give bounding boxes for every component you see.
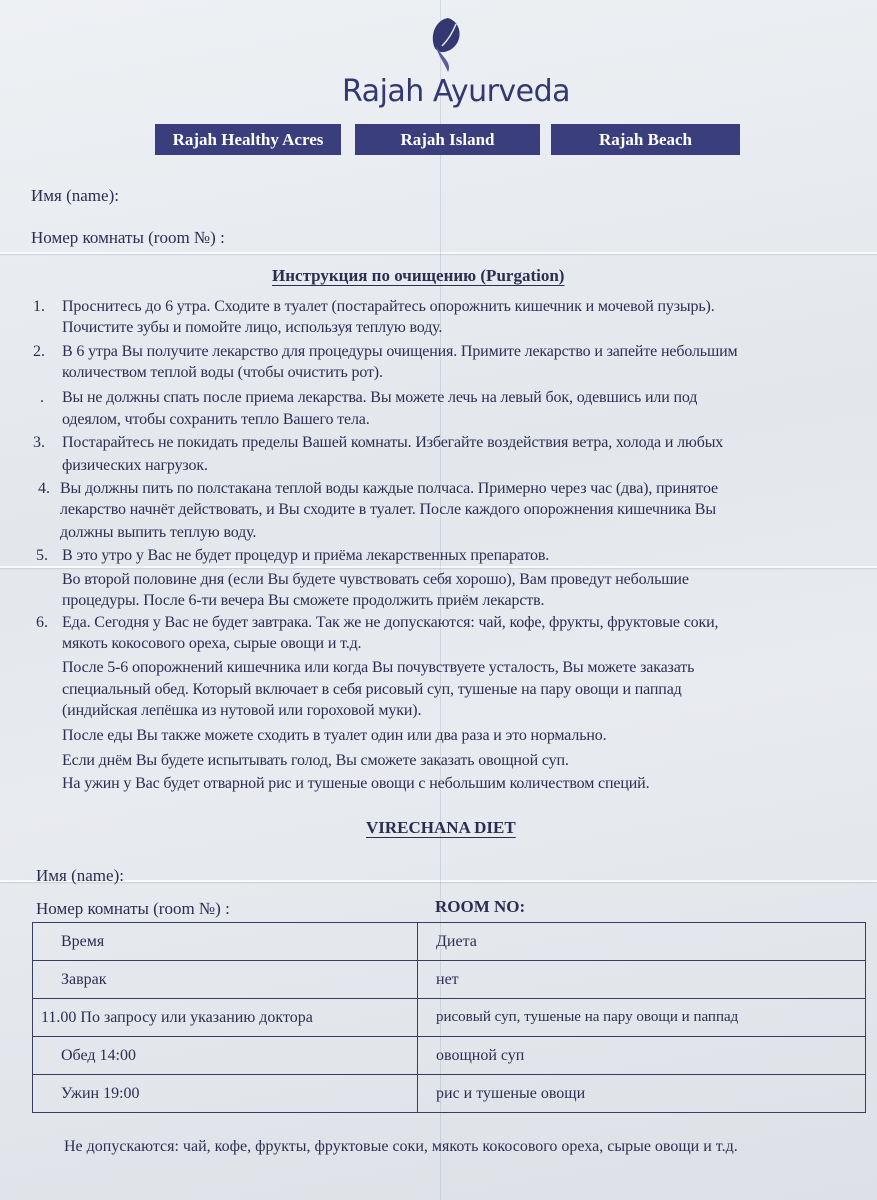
purgation-title: Инструкция по очищению (Purgation) bbox=[272, 266, 565, 285]
table-row bbox=[33, 999, 866, 1037]
diet-title: VIRECHANA DIET bbox=[366, 818, 516, 837]
paper-crease bbox=[0, 880, 877, 882]
table-cell: рисовый суп, тушеные на пару овощи и паппад bbox=[418, 999, 866, 1037]
table-cell: Ужин 19:00 bbox=[33, 1075, 418, 1113]
item-number: 1. bbox=[33, 298, 45, 315]
instruction-line: Вы не должны спать после приема лекарства. Вы можете лечь на левый бок, одевшись или под bbox=[62, 389, 698, 406]
instruction-line: После еды Вы также можете сходить в туалет один или два раза и это нормально. bbox=[62, 727, 607, 744]
table-cell: Заврак bbox=[33, 961, 418, 999]
name-field-label: Имя (name): bbox=[31, 186, 119, 205]
table-row bbox=[33, 923, 866, 961]
item-number: . bbox=[40, 389, 44, 406]
instruction-line: лекарство начнёт действовать, и Вы сходите в туалет. После каждого опорожнения кишечника Вы bbox=[60, 501, 716, 518]
table-cell: Обед 14:00 bbox=[33, 1037, 418, 1075]
item-number: 3. bbox=[33, 434, 45, 451]
instruction-line: мякоть кокосового ореха, сырые овощи и т.д. bbox=[62, 635, 362, 652]
table-cell: 11.00 По запросу или указанию доктора bbox=[33, 999, 418, 1037]
instruction-line: физических нагрузок. bbox=[62, 457, 208, 474]
diet-room-label: Номер комнаты (room №) : bbox=[36, 899, 230, 918]
instruction-line: На ужин у Вас будет отварной рис и тушеные овощи с небольшим количеством специй. bbox=[62, 775, 650, 792]
table-cell: нет bbox=[418, 961, 866, 999]
instruction-line: должны выпить теплую воду. bbox=[60, 524, 257, 541]
location-rajah-healthy-acres: Rajah Healthy Acres bbox=[155, 124, 341, 155]
instruction-line: Вы должны пить по полстакана теплой воды каждые полчаса. Примерно через час (два), принятое bbox=[60, 480, 718, 497]
instruction-line: Еда. Сегодня у Вас не будет завтрака. Так же не допускаются: чай, кофе, фрукты, фруктовые соки, bbox=[62, 614, 719, 631]
table-row bbox=[33, 1037, 866, 1075]
item-number: 5. bbox=[36, 547, 48, 564]
item-number: 4. bbox=[38, 480, 50, 497]
table-row bbox=[33, 1075, 866, 1113]
room-no-label: ROOM NO: bbox=[435, 897, 526, 916]
instruction-line: количеством теплой воды (чтобы очистить рот). bbox=[62, 364, 383, 381]
table-header-diet: Диета bbox=[418, 923, 866, 961]
item-number: 2. bbox=[33, 343, 45, 360]
instruction-line: (индийская лепёшка из нутовой или гороховой муки). bbox=[62, 702, 422, 719]
paper-crease bbox=[0, 566, 877, 568]
room-field-label: Номер комнаты (room №) : bbox=[31, 228, 225, 247]
diet-footer-note: Не допускаются: чай, кофе, фрукты, фруктовые соки, мякоть кокосового ореха, сырые овощи и т.д. bbox=[64, 1138, 738, 1155]
instruction-line: После 5-6 опорожнений кишечника или когда Вы почувствуете усталость, Вы можете заказать bbox=[62, 659, 695, 676]
brand-name: Rajah Ayurveda bbox=[342, 74, 571, 109]
table-header-time: Время bbox=[33, 923, 418, 961]
instruction-line: Во второй половине дня (если Вы будете чувствовать себя хорошо), Вам проведут небольшие bbox=[62, 571, 689, 588]
instruction-line: одеялом, чтобы сохранить тепло Вашего тела. bbox=[62, 411, 370, 428]
logo-leaf-icon bbox=[428, 16, 466, 79]
instruction-line: В 6 утра Вы получите лекарство для процедуры очищения. Примите лекарство и запейте небольшим bbox=[62, 343, 738, 360]
location-rajah-island: Rajah Island bbox=[355, 124, 540, 155]
item-number: 6. bbox=[36, 614, 48, 631]
table-cell: рис и тушеные овощи bbox=[418, 1075, 866, 1113]
table-row bbox=[33, 961, 866, 999]
instruction-line: Постарайтесь не покидать пределы Вашей комнаты. Избегайте воздействия ветра, холода и любых bbox=[62, 434, 724, 451]
instruction-line: Проснитесь до 6 утра. Сходите в туалет (постарайтесь опорожнить кишечник и мочевой пузырь). bbox=[62, 298, 715, 315]
paper-crease bbox=[0, 252, 877, 254]
diet-name-label: Имя (name): bbox=[36, 866, 124, 885]
table-cell: овощной суп bbox=[418, 1037, 866, 1075]
diet-table bbox=[32, 922, 866, 1113]
instruction-line: В это утро у Вас не будет процедур и приёма лекарственных препаратов. bbox=[62, 547, 550, 564]
instruction-line: специальный обед. Который включает в себя рисовый суп, тушеные на пару овощи и паппад bbox=[62, 681, 682, 698]
location-rajah-beach: Rajah Beach bbox=[551, 124, 740, 155]
instruction-line: Если днём Вы будете испытывать голод, Вы сможете заказать овощной суп. bbox=[62, 752, 569, 769]
instruction-line: процедуры. После 6-ти вечера Вы сможете продолжить приём лекарств. bbox=[62, 592, 545, 609]
instruction-line: Почистите зубы и помойте лицо, используя теплую воду. bbox=[62, 319, 443, 336]
